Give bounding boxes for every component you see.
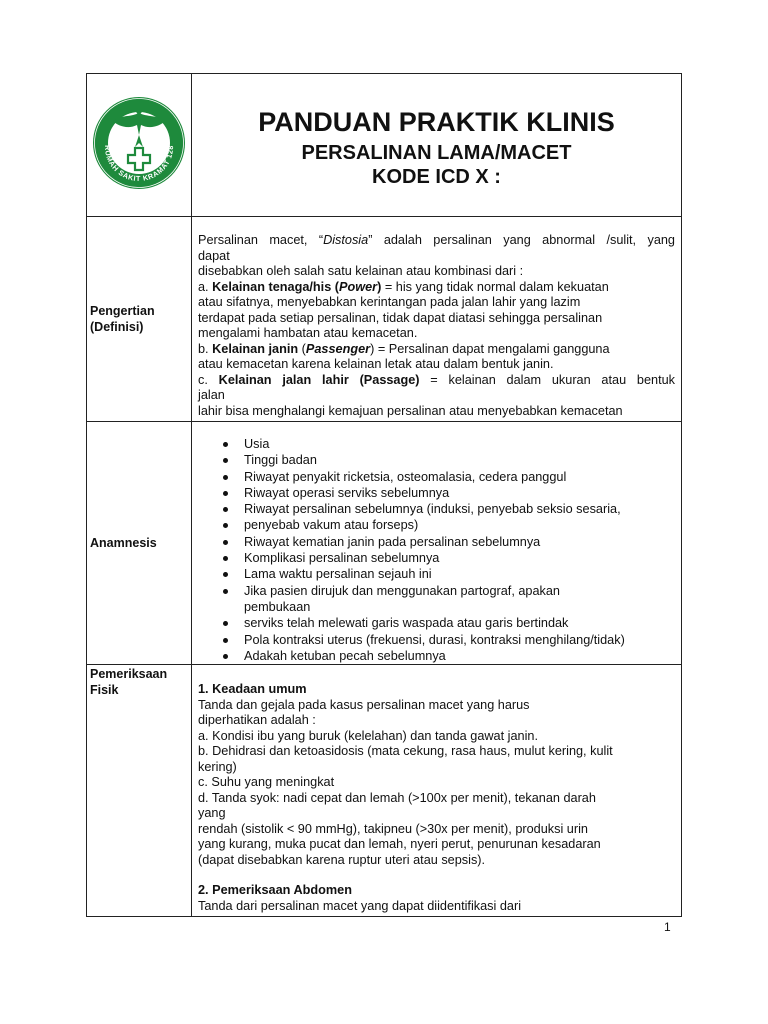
header-row [87, 74, 682, 217]
list-item: Tinggi badan [244, 452, 675, 468]
pengertian-label: Pengertian (Definisi) [87, 217, 192, 422]
page-title: PANDUAN PRAKTIK KLINIS [258, 107, 615, 137]
section-heading: 1. Keadaan umum [198, 682, 307, 697]
pemeriksaan-row [87, 665, 682, 917]
page-subtitle: PERSALINAN LAMA/MACET [301, 142, 572, 164]
list-item: Jika pasien dirujuk dan menggunakan partograf, apakan pembukaan [244, 583, 675, 616]
pemeriksaan-label: Pemeriksaan Fisik [87, 665, 192, 917]
anamnesis-list [198, 436, 675, 664]
pengertian-content: Persalinan macet, “Distosia” adalah persalinan yang abnormal /sulit, yang dapat disebabkan oleh salah satu kelainan atau kombinasi dari : a. Kelainan tenaga/his (Power) = his yang tidak normal dalam kekuatan atau sifatnya, menyebabkan kerintangan pada jalan lahir yang lazim terdapat pada setiap persalinan, tidak dapat diatasi sehingga persalinan mengalami hambatan atau kemacetan. b. Kelainan janin (Passenger) = Persalinan dapat mengalami gangguna atau kemacetan karena kelainan letak atau dalam bentuk janin. c. Kelainan jalan lahir (Passage) = kelainan dalam ukuran atau bentuk jalan lahir bisa menghalangi kemajuan persalinan atau menyebabkan kemacetan [192, 217, 682, 422]
list-item: Usia [244, 436, 675, 452]
anamnesis-content [192, 422, 682, 665]
title-cell [192, 74, 682, 217]
icd-code: KODE ICD X : [372, 166, 501, 188]
list-item: serviks telah melewati garis waspada atau garis bertindak [244, 615, 675, 631]
pengertian-row [87, 217, 682, 422]
list-item: Lama waktu persalinan sejauh ini [244, 566, 675, 582]
list-item: Adakah ketuban pecah sebelumnya [244, 648, 675, 664]
pemeriksaan-content: 1. Keadaan umum Tanda dan gejala pada kasus persalinan macet yang harus diperhatikan adalah : a. Kondisi ibu yang buruk (kelelahan) dan tanda gawat janin. b. Dehidrasi dan ketoasidosis (mata cekung, rasa haus, mulut kering, kulit kering) c. Suhu yang meningkat d. Tanda syok: nadi cepat dan lemah (>100x per menit), tekanan darah yang rendah (sistolik < 90 mmHg), takipneu (>30x per menit), produksi urin yang kurang, muka pucat dan lemah, nyeri perut, penurunan kesadaran (dapat disebabkan karena ruptur uteri atau sepsis). 2. Pemeriksaan Abdomen Tanda dari persalinan macet yang dapat diidentifikasi dari [192, 665, 682, 917]
guideline-table [86, 73, 682, 917]
section-heading: 2. Pemeriksaan Abdomen [198, 883, 352, 898]
logo-cell [87, 74, 192, 217]
hospital-logo [91, 95, 187, 191]
list-item: Riwayat persalinan sebelumnya (induksi, penyebab seksio sesaria, [244, 501, 675, 517]
list-item: Pola kontraksi uterus (frekuensi, durasi, kontraksi menghilang/tidak) [244, 632, 675, 648]
list-item: Komplikasi persalinan sebelumnya [244, 550, 675, 566]
svg-text:RUMAH SAKIT KRAMAT 128: RUMAH SAKIT KRAMAT 128 [102, 144, 176, 183]
page-number: 1 [664, 920, 671, 934]
list-item: Riwayat kematian janin pada persalinan sebelumnya [244, 534, 675, 550]
list-item: penyebab vakum atau forseps) [244, 517, 675, 533]
list-item: Riwayat operasi serviks sebelumnya [244, 485, 675, 501]
anamnesis-row [87, 422, 682, 665]
anamnesis-label: Anamnesis [87, 422, 192, 665]
list-item: Riwayat penyakit ricketsia, osteomalasia, cedera panggul [244, 469, 675, 485]
